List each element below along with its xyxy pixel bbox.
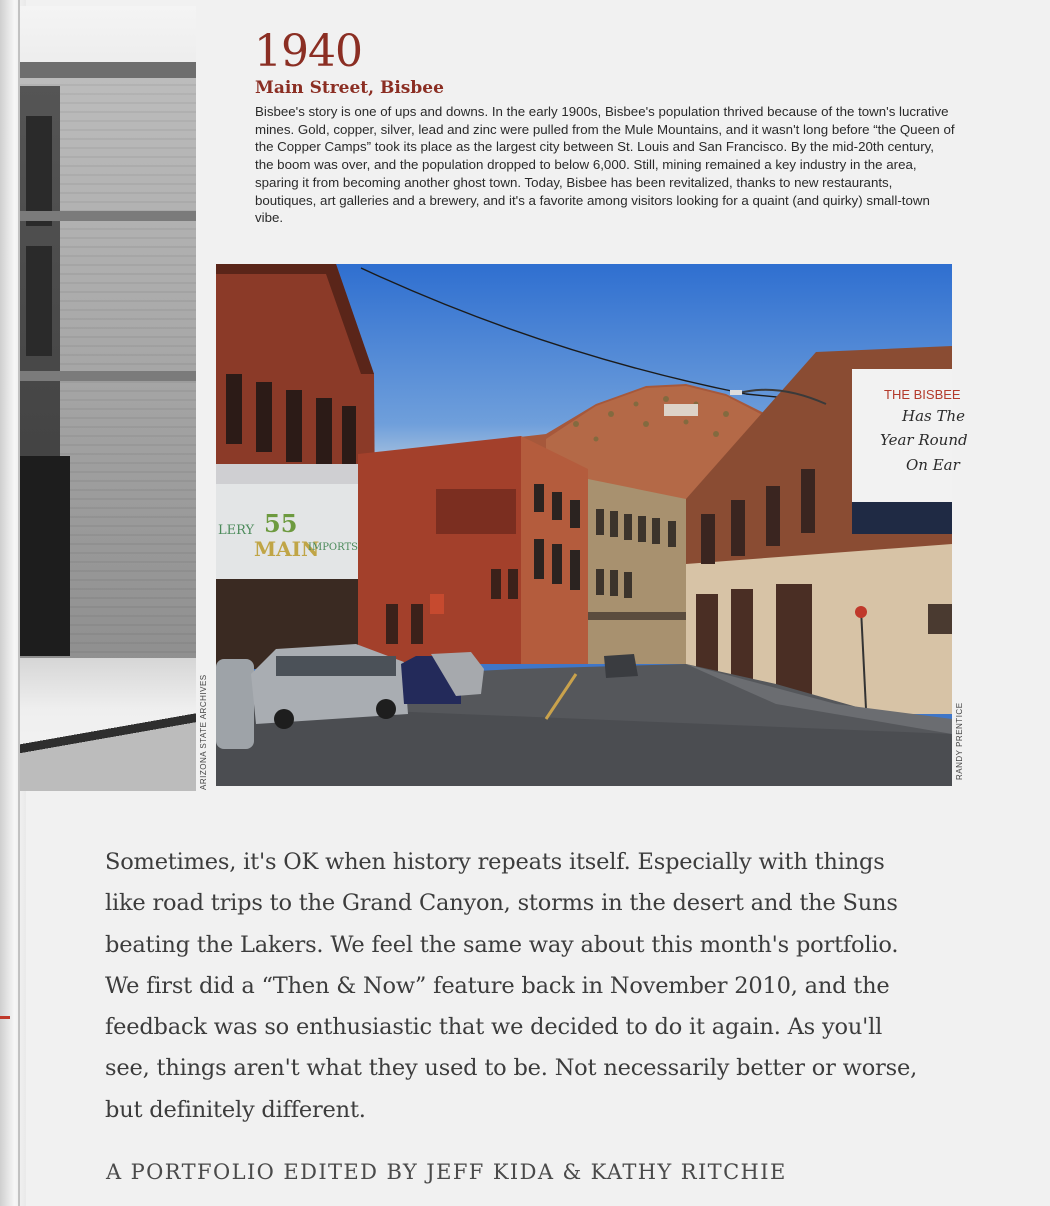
section-location: Main Street, Bisbee bbox=[255, 78, 444, 98]
section-year: 1940 bbox=[254, 26, 362, 77]
stop-sign bbox=[855, 606, 867, 618]
photo-credit-archive: ARIZONA STATE ARCHIVES bbox=[199, 674, 208, 790]
intro-body-copy: Sometimes, it's OK when history repeats itself. Especially with things like road trips to the Grand Canyon, storms in the desert and the Suns beating the Lakers. We feel the same way about this month's portfolio. We first did a “Then & Now” feature back in November 2010, and the feedback was so enthusiastic that we decided to do it again. As you'll see, things aren't what they used to be. Not necessarily better or worse, but definitely different. bbox=[105, 849, 918, 1123]
mountain-letter-b bbox=[664, 404, 698, 416]
archival-window bbox=[26, 116, 52, 226]
history-caption: Bisbee's story is one of ups and downs. In the early 1900s, Bisbee's population thrived because of the town's lucrative mines. Gold, copper, silver, lead and zinc were pulled from the Mule Mountains, and it wasn't long before “the Queen of the Copper Camps” took its place as the largest city between St. Louis and San Francisco. By the mid-20th century, the boom was over, and the population dropped to below 6,000. Still, mining remained a key industry in the area, sparing it from becoming another ghost town. Today, Bisbee has been revitalized, thanks to new restaurants, boutiques, art galleries and a brewery, and it's a favorite among visitors looking for a quaint (and quirky) small-town vibe. bbox=[255, 104, 955, 226]
archival-ledge bbox=[20, 211, 196, 221]
billboard-line4: On Ear bbox=[906, 456, 960, 474]
archival-cornice bbox=[20, 62, 196, 78]
minivan-windows bbox=[276, 656, 396, 676]
archival-curb bbox=[20, 711, 196, 791]
flag bbox=[430, 594, 444, 614]
archival-ledge bbox=[20, 371, 196, 381]
archival-window bbox=[26, 246, 52, 356]
storefront-sign-right: IMPORTS bbox=[308, 542, 358, 553]
billboard-line1: THE BISBEE bbox=[884, 387, 961, 402]
middle-brick-building bbox=[358, 436, 531, 664]
billboard-line2: Has The bbox=[902, 407, 966, 425]
storefront-sign-left: LERY bbox=[218, 523, 255, 538]
car-distant bbox=[604, 654, 638, 678]
car-silver-left bbox=[216, 659, 254, 749]
right-building-vent bbox=[928, 604, 952, 634]
archival-photo-1940 bbox=[20, 6, 196, 789]
street-lamp-head bbox=[730, 390, 742, 395]
page-edge-mark bbox=[0, 1016, 10, 1019]
storefront-sign-number: 55 bbox=[264, 509, 298, 538]
ghost-sign bbox=[436, 489, 516, 534]
tan-building-awning bbox=[588, 612, 686, 620]
storefront-sign-main: MAIN bbox=[254, 537, 320, 561]
archival-doorway bbox=[20, 456, 70, 656]
portfolio-byline: A PORTFOLIO EDITED BY JEFF KIDA & KATHY RITCHIE bbox=[106, 1160, 787, 1184]
photo-credit-photographer: RANDY PRENTICE bbox=[955, 702, 964, 780]
left-building-awning bbox=[216, 464, 361, 484]
billboard-line3: Year Round bbox=[880, 431, 968, 449]
billboard-footer bbox=[852, 502, 952, 534]
